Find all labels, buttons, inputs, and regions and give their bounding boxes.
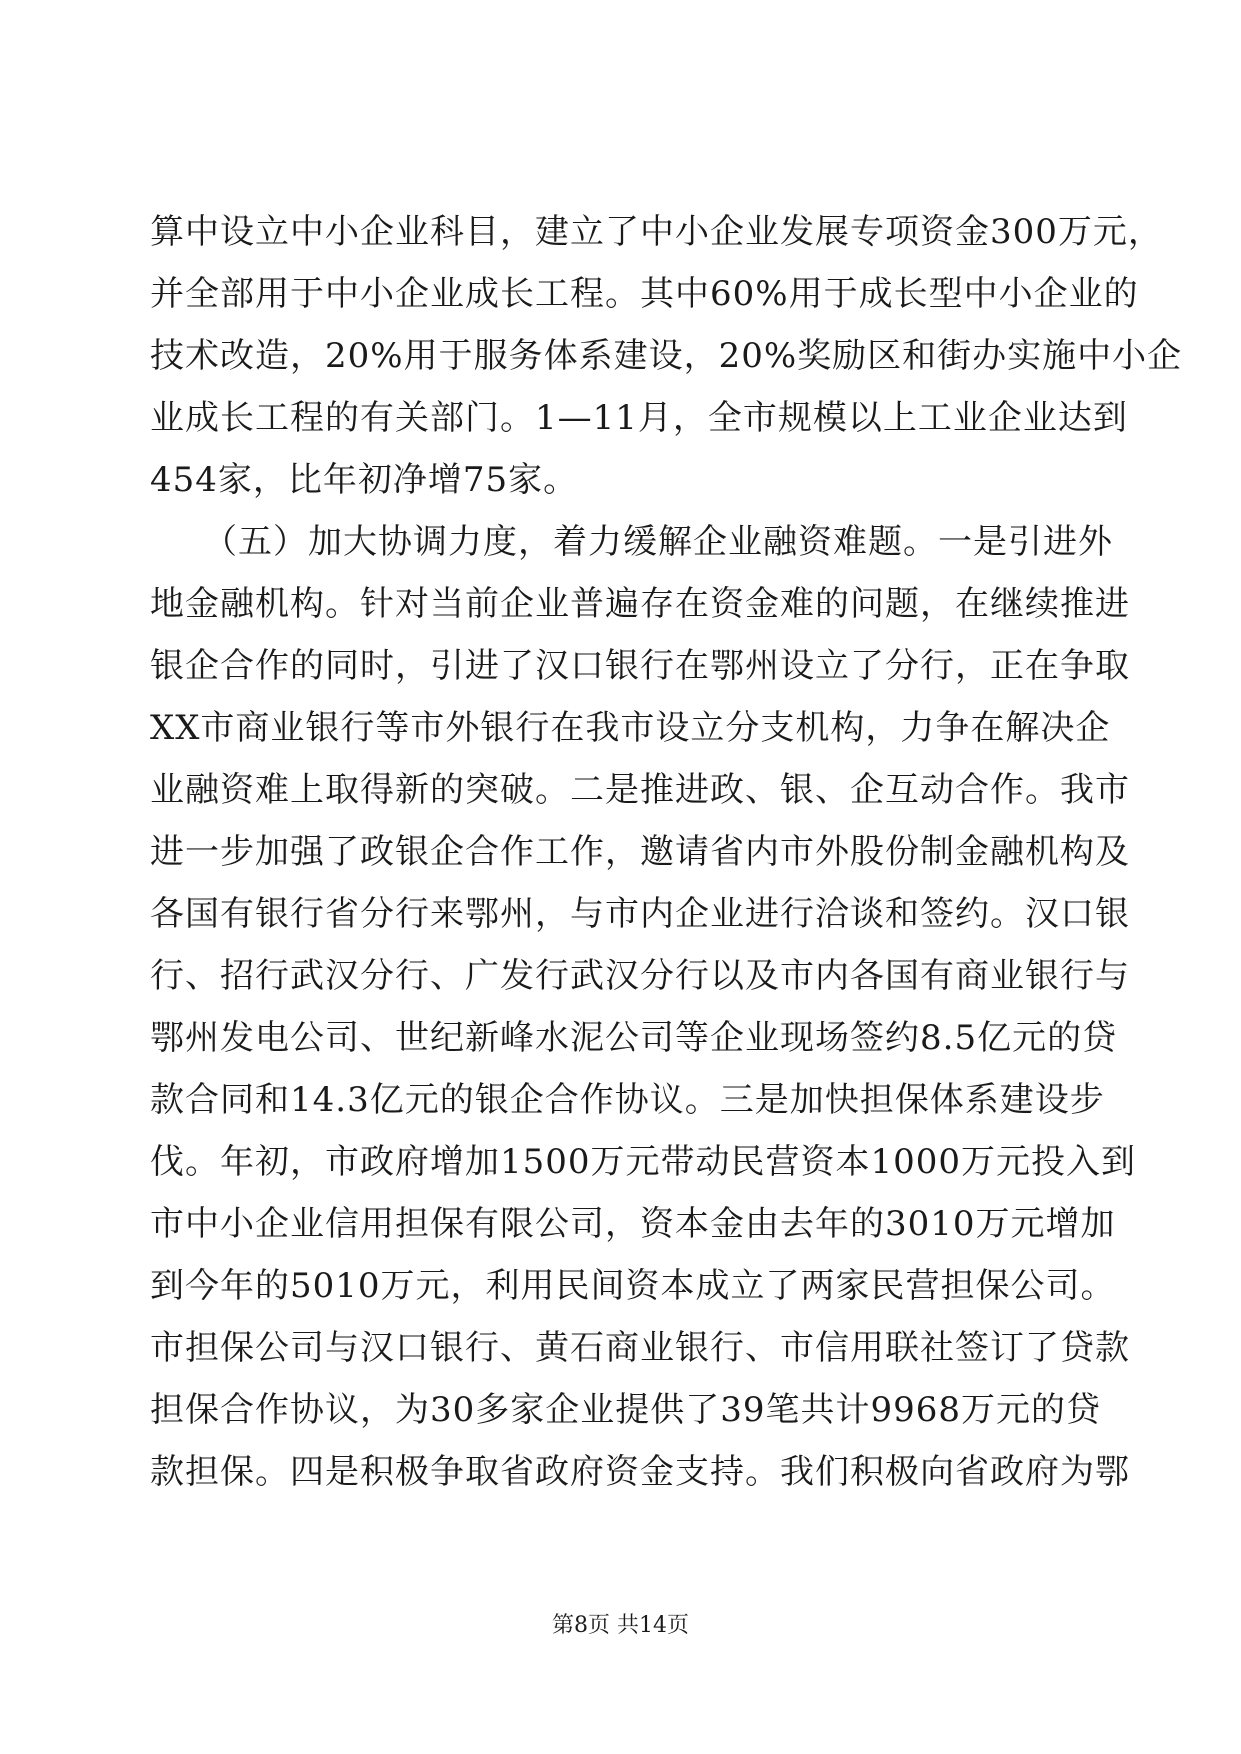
- page-number-footer: 第8页 共14页: [552, 1613, 689, 1638]
- body-text-line: 业成长工程的有关部门。1—11月，全市规模以上工业企业达到: [150, 398, 1128, 438]
- body-text-line: 业融资难上取得新的突破。二是推进政、银、企互动合作。我市: [150, 770, 1130, 810]
- body-text-line: 鄂州发电公司、世纪新峰水泥公司等企业现场签约8.5亿元的贷: [150, 1018, 1118, 1058]
- body-text-line: 银企合作的同时，引进了汉口银行在鄂州设立了分行，正在争取: [150, 646, 1130, 686]
- body-text-line: 市中小企业信用担保有限公司，资本金由去年的3010万元增加: [150, 1204, 1116, 1244]
- body-text-line: 454家，比年初净增75家。: [150, 460, 579, 500]
- body-text-line: 地金融机构。针对当前企业普遍存在资金难的问题，在继续推进: [150, 584, 1130, 624]
- body-text-line: （五）加大协调力度，着力缓解企业融资难题。一是引进外: [150, 522, 1113, 562]
- body-text-line: 技术改造，20%用于服务体系建设，20%奖励区和街办实施中小企: [150, 336, 1183, 376]
- body-text-line: XX市商业银行等市外银行在我市设立分支机构，力争在解决企: [150, 708, 1111, 748]
- body-text-line: 并全部用于中小企业成长工程。其中60%用于成长型中小企业的: [150, 274, 1139, 314]
- body-text-line: 算中设立中小企业科目，建立了中小企业发展专项资金300万元，: [150, 212, 1163, 252]
- body-text-line: 担保合作协议，为30多家企业提供了39笔共计9968万元的贷: [150, 1390, 1102, 1430]
- body-text-line: 各国有银行省分行来鄂州，与市内企业进行洽谈和签约。汉口银: [150, 894, 1130, 934]
- body-text-line: 款担保。四是积极争取省政府资金支持。我们积极向省政府为鄂: [150, 1452, 1130, 1492]
- body-text-line: 伐。年初，市政府增加1500万元带动民营资本1000万元投入到: [150, 1142, 1137, 1182]
- body-text-line: 款合同和14.3亿元的银企合作协议。三是加快担保体系建设步: [150, 1080, 1105, 1120]
- body-text-line: 市担保公司与汉口银行、黄石商业银行、市信用联社签订了贷款: [150, 1328, 1130, 1368]
- body-text-line: 行、招行武汉分行、广发行武汉分行以及市内各国有商业银行与: [150, 956, 1130, 996]
- body-text-line: 进一步加强了政银企合作工作，邀请省内市外股份制金融机构及: [150, 832, 1130, 872]
- body-text-line: 到今年的5010万元，利用民间资本成立了两家民营担保公司。: [150, 1266, 1116, 1306]
